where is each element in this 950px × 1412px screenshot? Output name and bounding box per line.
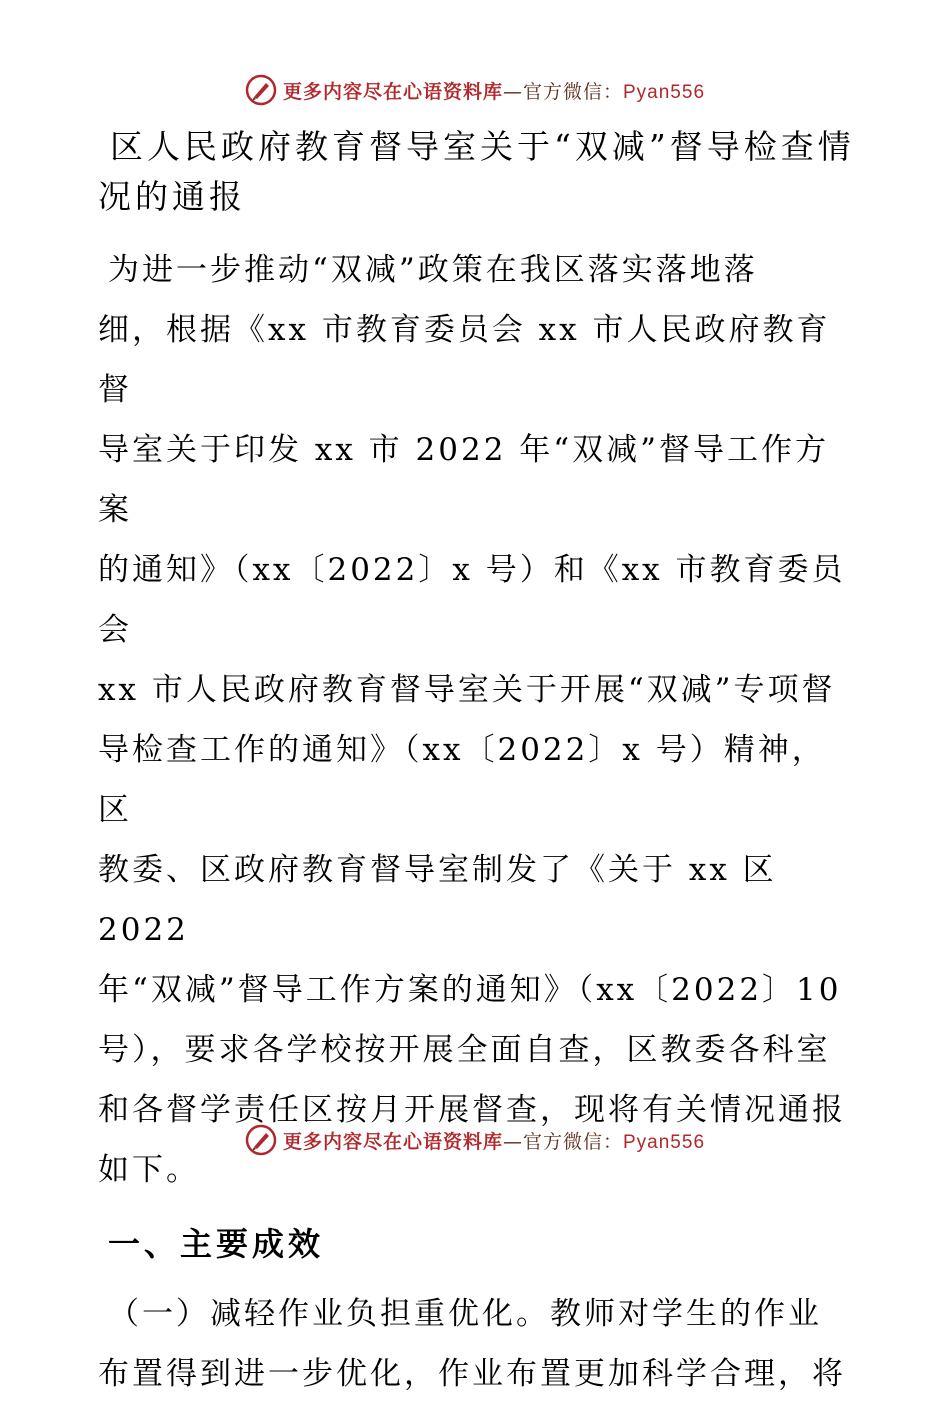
banner-separator: — [502,80,523,103]
document-title [98,122,858,222]
footer-banner [0,1120,950,1160]
section1-paragraph [98,1284,858,1404]
intro-line: xx 市人民政府教育督导室关于开展“双减”专项督 [98,672,836,708]
intro-line: 和各督学责任区按月开展督查，现将有关情况通报 [98,1092,846,1128]
intro-line: 号），要求各学校按开展全面自查，区教委各科室 [98,1032,831,1068]
banner-wechat-label: 官方微信： [522,80,623,103]
intro-line: 教委、区政府教育督导室制发了《关于 xx 区 2022 [98,852,777,948]
quill-pen-logo-icon [245,1124,277,1156]
banner-wechat-label: 官方微信： [522,1130,623,1153]
quill-pen-logo-icon [245,74,277,106]
intro-paragraph [98,240,858,1200]
intro-line: 的通知》（xx〔2022〕x 号）和《xx 市教育委员会 [98,552,846,648]
banner-separator: — [502,1130,523,1153]
title-line-2: 况的通报 [98,177,246,216]
banner-text [283,1127,705,1154]
banner-wechat-id: Pyan556 [623,81,706,103]
section-heading: 一、主要成效 [108,1225,325,1263]
intro-line: 如下。 [98,1152,200,1188]
intro-line: 为进一步推动“双减”政策在我区落实落地落 [108,252,758,288]
title-line-1: 区人民政府教育督导室关于“双减”督导检查情 [110,127,855,166]
document-body [98,122,858,1412]
header-banner [0,70,950,110]
section1-line: 布置得到进一步优化，作业布置更加科学合理，将 [98,1356,846,1392]
intro-line: 导室关于印发 xx 市 2022 年“双减”督导工作方案 [98,432,829,528]
intro-line: 导检查工作的通知》（xx〔2022〕x 号）精神，区 [98,732,826,828]
banner-text [283,77,705,104]
intro-line: 细，根据《xx 市教育委员会 xx 市人民政府教育督 [98,312,831,408]
intro-line: 年“双减”督导工作方案的通知》（xx〔2022〕10 [98,972,842,1008]
banner-site-name: 更多内容尽在心语资料库 [282,1130,503,1153]
banner-site-name: 更多内容尽在心语资料库 [282,80,503,103]
banner-wechat-id: Pyan556 [623,1131,706,1153]
section1-line: （一）减轻作业负担重优化。教师对学生的作业 [108,1296,822,1332]
